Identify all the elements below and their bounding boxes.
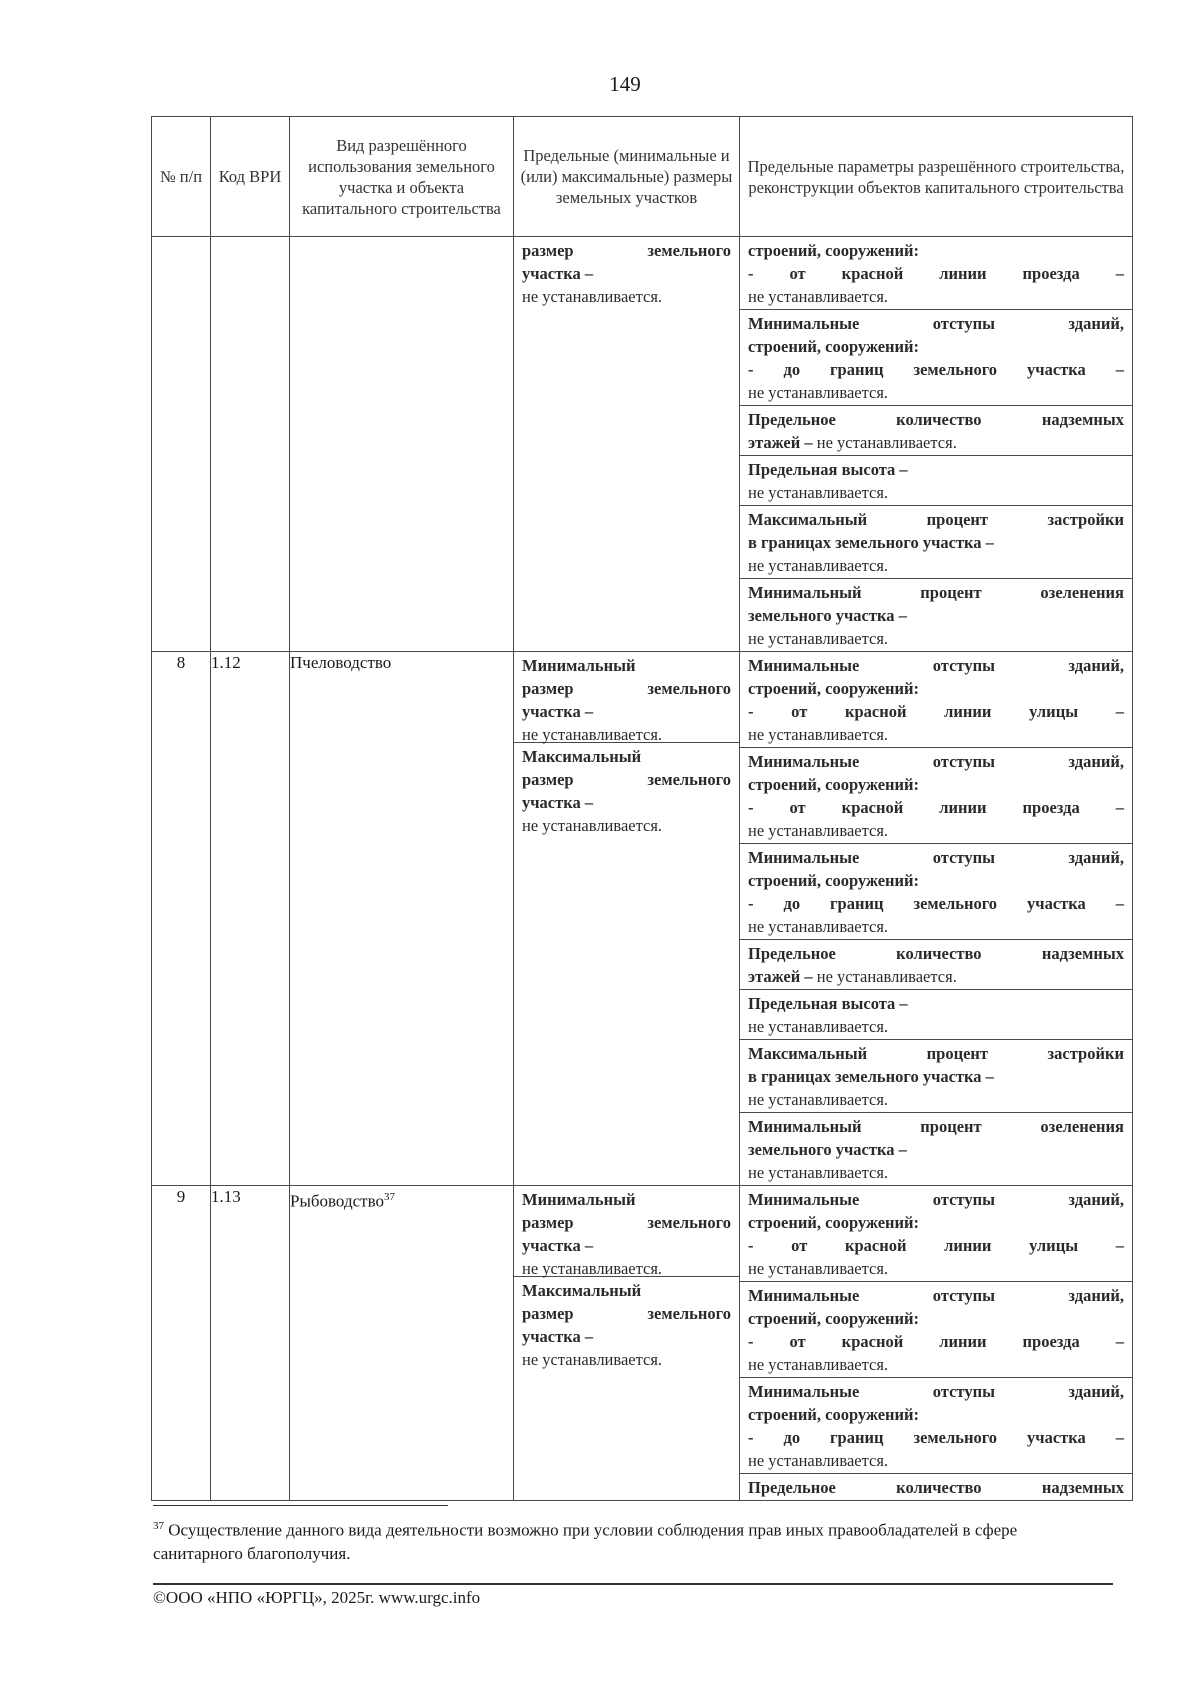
param-line: Предельная высота – xyxy=(748,460,908,479)
param-line: - от красной линии проезда – xyxy=(748,264,1124,283)
param-block xyxy=(740,748,1132,844)
footnote-divider xyxy=(153,1505,448,1506)
size-line: участка – xyxy=(522,793,594,812)
cell-code xyxy=(211,237,290,652)
size-line: участка – xyxy=(522,702,594,721)
size-line: Максимальный xyxy=(522,747,642,766)
param-line: Минимальные отступы зданий, xyxy=(748,752,1124,771)
param-line: Предельное количество надземных xyxy=(748,944,1124,963)
footnote-mark: 37 xyxy=(153,1520,164,1532)
cell-plot-sizes xyxy=(514,1186,740,1501)
size-line: размер земельного xyxy=(522,1213,731,1232)
cell-code: 1.13 xyxy=(211,1186,290,1501)
size-value: не устанавливается. xyxy=(522,725,663,744)
param-line: строений, сооружений: xyxy=(748,1213,920,1232)
param-block xyxy=(740,1474,1132,1500)
param-block xyxy=(740,1186,1132,1282)
plot-size-line: размер земельного xyxy=(522,241,731,260)
cell-plot-sizes xyxy=(514,652,740,1186)
table-row-continued xyxy=(152,237,1133,652)
param-line: этажей – xyxy=(748,967,813,986)
param-line: - до границ земельного участка – xyxy=(748,360,1124,379)
param-line: строений, сооружений: xyxy=(748,241,920,260)
param-block xyxy=(740,1282,1132,1378)
param-value: не устанавливается. xyxy=(748,1163,889,1182)
table-row xyxy=(152,652,1133,1186)
header-use-type: Вид разрешённого использования земельного участка и объекта капитального строительства xyxy=(290,117,514,237)
cell-build-params xyxy=(740,237,1133,652)
param-line: Минимальные отступы зданий, xyxy=(748,656,1124,675)
param-line: строений, сооружений: xyxy=(748,775,920,794)
cell-code: 1.12 xyxy=(211,652,290,1186)
size-value: не устанавливается. xyxy=(522,816,663,835)
param-block xyxy=(740,1040,1132,1113)
param-value: не устанавливается. xyxy=(748,556,889,575)
param-value: не устанавливается. xyxy=(748,1090,889,1109)
param-value: не устанавливается. xyxy=(748,483,889,502)
param-block xyxy=(740,652,1132,748)
plot-size-line: участка – xyxy=(522,264,594,283)
param-line: Минимальные отступы зданий, xyxy=(748,314,1124,333)
size-line: размер земельного xyxy=(522,770,731,789)
header-number: № п/п xyxy=(152,117,211,237)
param-value: не устанавливается. xyxy=(748,287,889,306)
param-block xyxy=(740,579,1132,651)
param-line: в границах земельного участка – xyxy=(748,533,994,552)
param-line: строений, сооружений: xyxy=(748,679,920,698)
param-value: не устанавливается. xyxy=(748,821,889,840)
footnote-text: Осуществление данного вида деятельности возможно при условии соблюдения прав иных правообладателей в сфере санитарного благополучия. xyxy=(153,1520,1018,1563)
param-block xyxy=(740,310,1132,406)
header-code: Код ВРИ xyxy=(211,117,290,237)
header-plot-sizes: Предельные (минимальные и (или) максимальные) размеры земельных участков xyxy=(514,117,740,237)
param-line: земельного участка – xyxy=(748,606,907,625)
param-line: Минимальные отступы зданий, xyxy=(748,1286,1124,1305)
param-line: - от красной линии улицы – xyxy=(748,1236,1124,1255)
param-block xyxy=(740,844,1132,940)
param-block xyxy=(740,1113,1132,1185)
cell-number xyxy=(152,237,211,652)
param-value: не устанавливается. xyxy=(748,1451,889,1470)
param-value: не устанавливается. xyxy=(748,629,889,648)
param-value: не устанавливается. xyxy=(812,433,957,452)
size-line: размер земельного xyxy=(522,1304,731,1323)
min-size-block xyxy=(514,652,739,743)
cell-use-type: Пчеловодство xyxy=(290,652,514,1186)
param-value: не устанавливается. xyxy=(748,1355,889,1374)
param-line: в границах земельного участка – xyxy=(748,1067,994,1086)
param-block xyxy=(740,237,1132,310)
param-value: не устанавливается. xyxy=(748,917,889,936)
param-value: не устанавливается. xyxy=(748,1259,889,1278)
regulation-table xyxy=(151,116,1133,1501)
param-block xyxy=(740,990,1132,1040)
table-row xyxy=(152,1186,1133,1501)
param-value: не устанавливается. xyxy=(748,1017,889,1036)
param-block xyxy=(740,506,1132,579)
param-line: строений, сооружений: xyxy=(748,1405,920,1424)
param-value: не устанавливается. xyxy=(748,383,889,402)
footer-divider xyxy=(153,1583,1113,1585)
size-line: размер земельного xyxy=(522,679,731,698)
param-line: Предельная высота – xyxy=(748,994,908,1013)
param-line: - от красной линии проезда – xyxy=(748,1332,1124,1351)
size-value: не устанавливается. xyxy=(522,1350,663,1369)
param-line: земельного участка – xyxy=(748,1140,907,1159)
size-line: Минимальный xyxy=(522,1190,636,1209)
table-header-row xyxy=(152,117,1133,237)
header-build-params: Предельные параметры разрешённого строительства, реконструкции объектов капитального строительства xyxy=(740,117,1133,237)
page-number: 149 xyxy=(609,72,641,96)
plot-size-value: не устанавливается. xyxy=(522,287,663,306)
size-line: Максимальный xyxy=(522,1281,642,1300)
param-line: - от красной линии улицы – xyxy=(748,702,1124,721)
cell-use-type xyxy=(290,1186,514,1501)
max-size-block xyxy=(514,1277,739,1372)
size-line: Минимальный xyxy=(522,656,636,675)
param-line: строений, сооружений: xyxy=(748,871,920,890)
param-line: строений, сооружений: xyxy=(748,1309,920,1328)
param-block xyxy=(740,1378,1132,1474)
param-line: Минимальный процент озеленения xyxy=(748,1117,1124,1136)
cell-plot-sizes xyxy=(514,237,740,652)
copyright: ©ООО «НПО «ЮРГЦ», 2025г. www.urgc.info xyxy=(153,1588,481,1607)
param-line: этажей – xyxy=(748,433,813,452)
param-line: Минимальные отступы зданий, xyxy=(748,848,1124,867)
size-line: участка – xyxy=(522,1236,594,1255)
cell-build-params xyxy=(740,652,1133,1186)
param-line: Предельное количество надземных xyxy=(748,410,1124,429)
param-line: строений, сооружений: xyxy=(748,337,920,356)
param-value: не устанавливается. xyxy=(748,725,889,744)
param-line: Минимальный процент озеленения xyxy=(748,583,1124,602)
use-type-name: Рыбоводство xyxy=(290,1191,384,1211)
param-line: Минимальные отступы зданий, xyxy=(748,1190,1124,1209)
param-line: Минимальные отступы зданий, xyxy=(748,1382,1124,1401)
param-block xyxy=(740,940,1132,990)
cell-number: 8 xyxy=(152,652,211,1186)
param-line: - до границ земельного участка – xyxy=(748,894,1124,913)
param-block xyxy=(740,456,1132,506)
size-value: не устанавливается. xyxy=(522,1259,663,1278)
param-value: не устанавливается. xyxy=(812,967,957,986)
cell-number: 9 xyxy=(152,1186,211,1501)
param-line: Предельное количество надземных xyxy=(748,1478,1124,1497)
cell-use-type xyxy=(290,237,514,652)
param-line: Максимальный процент застройки xyxy=(748,1044,1124,1063)
cell-build-params xyxy=(740,1186,1133,1501)
footnote xyxy=(153,1515,1033,1565)
param-block xyxy=(740,406,1132,456)
size-line: участка – xyxy=(522,1327,594,1346)
param-line: - от красной линии проезда – xyxy=(748,798,1124,817)
plot-size-block xyxy=(514,237,739,309)
footnote-ref: 37 xyxy=(383,1191,395,1203)
max-size-block xyxy=(514,743,739,838)
min-size-block xyxy=(514,1186,739,1277)
param-line: Максимальный процент застройки xyxy=(748,510,1124,529)
param-line: - до границ земельного участка – xyxy=(748,1428,1124,1447)
